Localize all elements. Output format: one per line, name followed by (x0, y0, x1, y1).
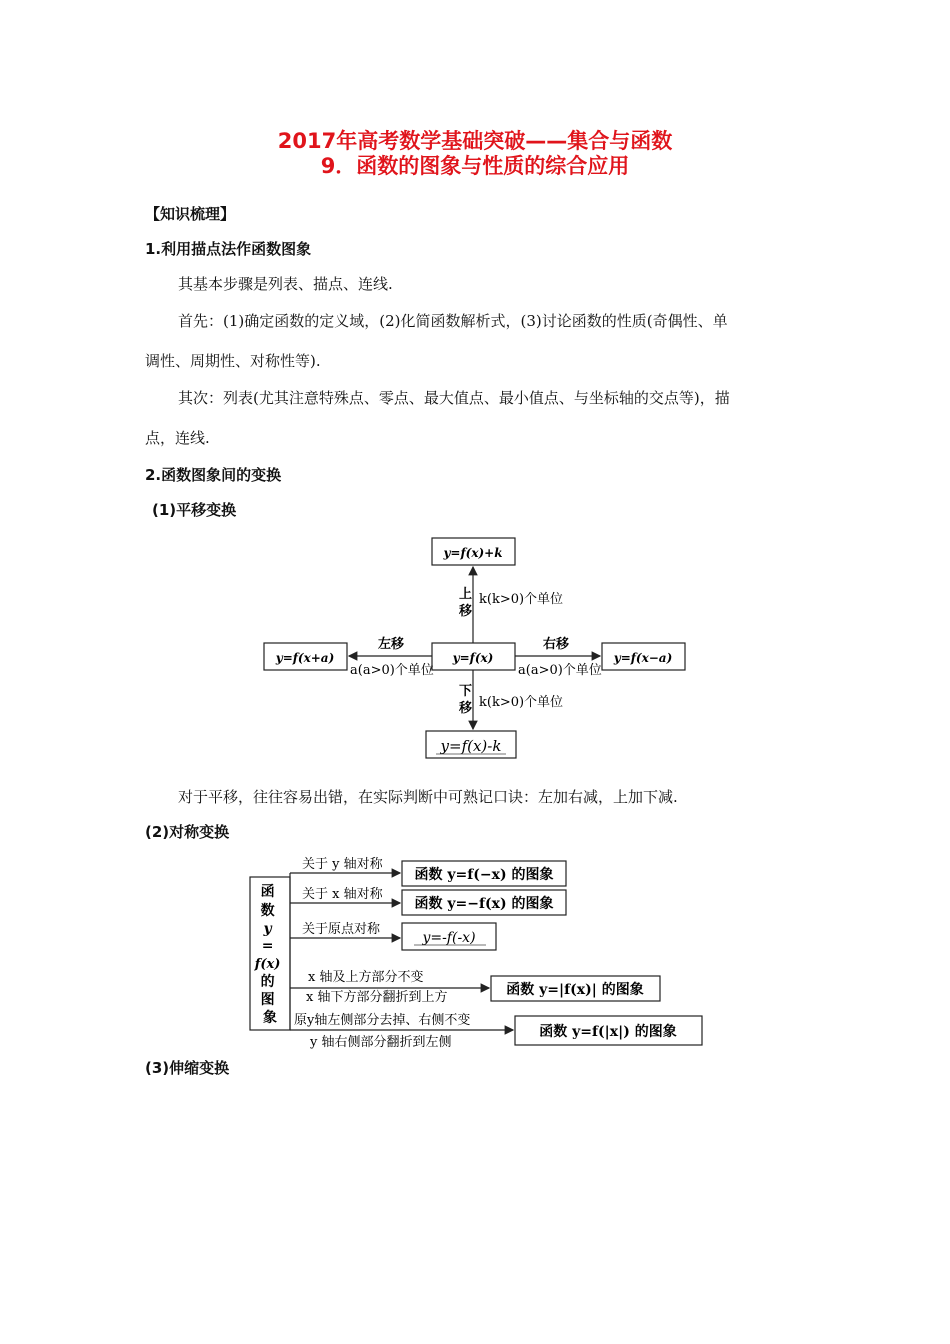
section2-sub2-heading: (2)对称变换 (145, 823, 230, 841)
source-char-6: 的 (260, 974, 275, 990)
up-label-char2: 移 (459, 604, 473, 619)
section1-heading: 1.利用描点法作函数图象 (145, 240, 312, 258)
source-char-7: 图 (260, 992, 275, 1008)
rule3-result: y=-f(-x) (422, 930, 476, 946)
section2-heading: 2.函数图象间的变换 (145, 466, 282, 484)
rule2-condition: 关于 x 轴对称 (302, 887, 383, 902)
box-right-text: y=f(x−a) (613, 651, 673, 665)
source-char-4: = (261, 938, 274, 954)
rule1-result: 函数 y=f(−x) 的图象 (414, 867, 554, 883)
section1-paragraph2-line1: 首先：(1)确定函数的定义域，(2)化简函数解析式，(3)讨论函数的性质(奇偶性、单 (178, 312, 728, 330)
source-char-5: f(x) (254, 957, 281, 972)
box-center-text: y=f(x) (452, 651, 494, 665)
source-char-3: y (263, 921, 272, 937)
rule1-condition: 关于 y 轴对称 (302, 857, 383, 872)
section1-paragraph1: 其基本步骤是列表、描点、连线. (178, 275, 393, 293)
doc-title-line1: 2017年高考数学基础突破——集合与函数 (277, 129, 673, 153)
section2-sub3-heading: (3)伸缩变换 (145, 1059, 230, 1077)
source-char-8: 象 (263, 1010, 277, 1026)
box-down-text: y=f(x)-k (440, 737, 502, 755)
up-label-char1: 上 (459, 587, 473, 602)
left-condition: a(a>0)个单位 (350, 663, 434, 678)
right-label: 右移 (543, 637, 570, 652)
box-up-text: y=f(x)+k (443, 546, 503, 560)
rule5-condition2: y 轴右侧部分翻折到左侧 (310, 1035, 452, 1050)
doc-title-line2: 9．函数的图象与性质的综合应用 (320, 154, 630, 178)
mnemonic-text: 对于平移，往往容易出错，在实际判断中可熟记口诀：左加右减，上加下减. (178, 788, 678, 806)
rule3-condition: 关于原点对称 (302, 922, 381, 937)
source-char-2: 数 (260, 903, 275, 919)
down-label-char2: 移 (459, 701, 473, 716)
section1-paragraph3-line2: 点，连线. (145, 429, 210, 447)
rule2-result: 函数 y=−f(x) 的图象 (414, 896, 554, 912)
rule5-condition: 原y轴左侧部分去掉、右侧不变 (294, 1013, 471, 1028)
rule4-condition2: x 轴下方部分翻折到上方 (306, 990, 448, 1005)
right-condition: a(a>0)个单位 (518, 663, 602, 678)
rule4-condition: x 轴及上方部分不变 (308, 970, 424, 985)
section1-paragraph2-line2: 调性、周期性、对称性等). (145, 352, 321, 370)
down-condition: k(k>0)个单位 (479, 695, 564, 710)
rule5-result: 函数 y=f(|x|) 的图象 (539, 1024, 677, 1040)
rule4-result: 函数 y=|f(x)| 的图象 (506, 982, 644, 998)
section1-paragraph3-line1: 其次：列表(尤其注意特殊点、零点、最大值点、最小值点、与坐标轴的交点等)，描 (178, 389, 730, 407)
up-condition: k(k>0)个单位 (479, 592, 564, 607)
source-char-1: 函 (260, 884, 275, 900)
section2-sub1-heading: (1)平移变换 (152, 501, 237, 519)
box-left-text: y=f(x+a) (275, 651, 335, 665)
down-label-char1: 下 (459, 684, 473, 699)
left-label: 左移 (378, 637, 405, 652)
section-knowledge-heading: 【知识梳理】 (145, 205, 236, 223)
